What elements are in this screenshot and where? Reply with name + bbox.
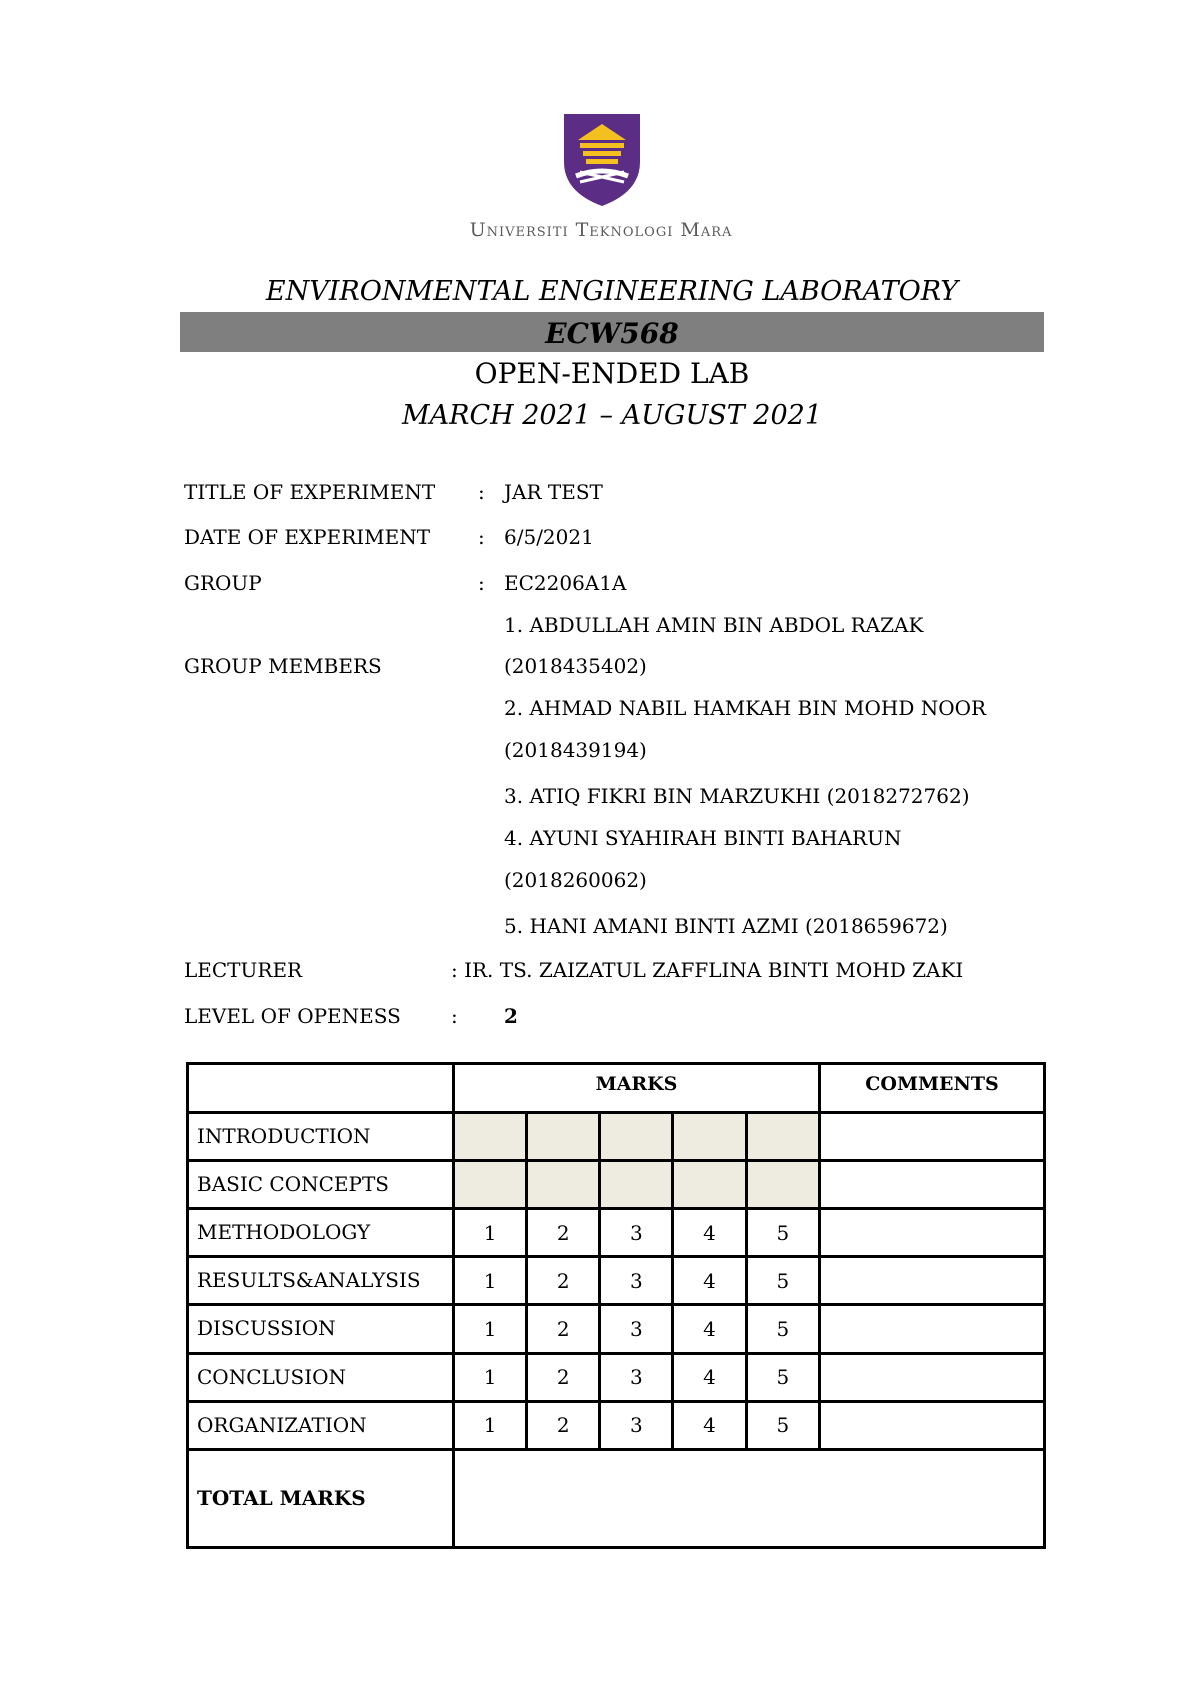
members-label: GROUP MEMBERS: [184, 654, 382, 678]
score-cell[interactable]: 3: [600, 1401, 673, 1449]
table-row: [188, 1401, 1045, 1449]
criterion-label: INTRODUCTION: [188, 1113, 454, 1161]
criterion-label: DISCUSSION: [188, 1305, 454, 1353]
score-cell[interactable]: [673, 1113, 746, 1161]
date-value: 6/5/2021: [504, 525, 594, 549]
colon: :: [478, 480, 485, 504]
member-line: 1. ABDULLAH AMIN BIN ABDOL RAZAK: [504, 613, 924, 637]
score-cell[interactable]: 4: [673, 1353, 746, 1401]
colon: :: [478, 571, 485, 595]
score-cell[interactable]: 5: [746, 1401, 819, 1449]
comment-cell[interactable]: [820, 1401, 1045, 1449]
group-label: GROUP: [184, 571, 262, 595]
score-cell[interactable]: 1: [454, 1353, 527, 1401]
score-cell[interactable]: 3: [600, 1257, 673, 1305]
lab-type: OPEN-ENDED LAB: [474, 357, 750, 390]
criterion-label: RESULTS&ANALYSIS: [188, 1257, 454, 1305]
table-row: [188, 1161, 1045, 1209]
score-cell[interactable]: 3: [600, 1305, 673, 1353]
date-label: DATE OF EXPERIMENT: [184, 525, 431, 549]
course-code: ECW568: [180, 312, 1044, 352]
score-cell[interactable]: 1: [454, 1209, 527, 1257]
comment-cell[interactable]: [820, 1257, 1045, 1305]
member-line: 5. HANI AMANI BINTI AZMI (2018659672): [504, 914, 948, 938]
comment-cell[interactable]: [820, 1113, 1045, 1161]
university-name: Universiti Teknologi Mara: [469, 219, 733, 241]
score-cell[interactable]: 5: [746, 1305, 819, 1353]
lecturer-value: : IR. TS. ZAIZATUL ZAFFLINA BINTI MOHD ZAKI: [451, 958, 964, 982]
criterion-label: METHODOLOGY: [188, 1209, 454, 1257]
score-cell[interactable]: 4: [673, 1305, 746, 1353]
table-row: [188, 1305, 1045, 1353]
total-marks-label: TOTAL MARKS: [188, 1449, 454, 1547]
member-line: (2018435402): [504, 654, 647, 678]
comment-cell[interactable]: [820, 1209, 1045, 1257]
score-cell[interactable]: 5: [746, 1353, 819, 1401]
score-cell[interactable]: 1: [454, 1305, 527, 1353]
table-row: [188, 1113, 1045, 1161]
score-cell[interactable]: 5: [746, 1209, 819, 1257]
semester: MARCH 2021 – AUGUST 2021: [401, 400, 823, 431]
score-cell[interactable]: [454, 1113, 527, 1161]
marks-header: MARKS: [454, 1064, 820, 1113]
score-cell[interactable]: 2: [527, 1305, 600, 1353]
score-cell[interactable]: [746, 1113, 819, 1161]
openess-label: LEVEL OF OPENESS: [184, 1004, 401, 1028]
score-cell[interactable]: [746, 1161, 819, 1209]
openess-value: 2: [504, 1004, 518, 1028]
score-cell[interactable]: 4: [673, 1401, 746, 1449]
blank-header-cell: [188, 1064, 454, 1113]
score-cell[interactable]: [673, 1161, 746, 1209]
score-cell[interactable]: 2: [527, 1401, 600, 1449]
member-line: 3. ATIQ FIKRI BIN MARZUKHI (2018272762): [504, 784, 970, 808]
comment-cell[interactable]: [820, 1305, 1045, 1353]
score-cell[interactable]: 2: [527, 1257, 600, 1305]
criterion-label: CONCLUSION: [188, 1353, 454, 1401]
colon: :: [451, 1004, 458, 1028]
colon: :: [478, 525, 485, 549]
title-label: TITLE OF EXPERIMENT: [184, 480, 436, 504]
table-row: [188, 1209, 1045, 1257]
marks-table: [186, 1062, 1046, 1549]
lecturer-label: LECTURER: [184, 958, 303, 982]
comments-header: COMMENTS: [820, 1064, 1045, 1113]
score-cell[interactable]: [527, 1113, 600, 1161]
member-line: (2018260062): [504, 868, 647, 892]
member-line: 4. AYUNI SYAHIRAH BINTI BAHARUN: [504, 826, 902, 850]
score-cell[interactable]: [454, 1161, 527, 1209]
score-cell[interactable]: 3: [600, 1209, 673, 1257]
score-cell[interactable]: 1: [454, 1257, 527, 1305]
score-cell[interactable]: 3: [600, 1353, 673, 1401]
score-cell[interactable]: 2: [527, 1209, 600, 1257]
comment-cell[interactable]: [820, 1353, 1045, 1401]
total-marks-cell[interactable]: [454, 1449, 1045, 1547]
table-row: [188, 1353, 1045, 1401]
member-line: 2. AHMAD NABIL HAMKAH BIN MOHD NOOR: [504, 696, 987, 720]
score-cell[interactable]: 5: [746, 1257, 819, 1305]
criterion-label: ORGANIZATION: [188, 1401, 454, 1449]
score-cell[interactable]: 1: [454, 1401, 527, 1449]
group-value: EC2206A1A: [504, 571, 627, 595]
table-row: [188, 1257, 1045, 1305]
lab-title: ENVIRONMENTAL ENGINEERING LABORATORY: [265, 276, 959, 307]
title-value: JAR TEST: [504, 480, 603, 504]
score-cell[interactable]: 2: [527, 1353, 600, 1401]
score-cell[interactable]: [600, 1113, 673, 1161]
university-crest-icon: [560, 110, 644, 210]
score-cell[interactable]: 4: [673, 1257, 746, 1305]
criterion-label: BASIC CONCEPTS: [188, 1161, 454, 1209]
comment-cell[interactable]: [820, 1161, 1045, 1209]
member-line: (2018439194): [504, 738, 647, 762]
score-cell[interactable]: [600, 1161, 673, 1209]
score-cell[interactable]: [527, 1161, 600, 1209]
score-cell[interactable]: 4: [673, 1209, 746, 1257]
